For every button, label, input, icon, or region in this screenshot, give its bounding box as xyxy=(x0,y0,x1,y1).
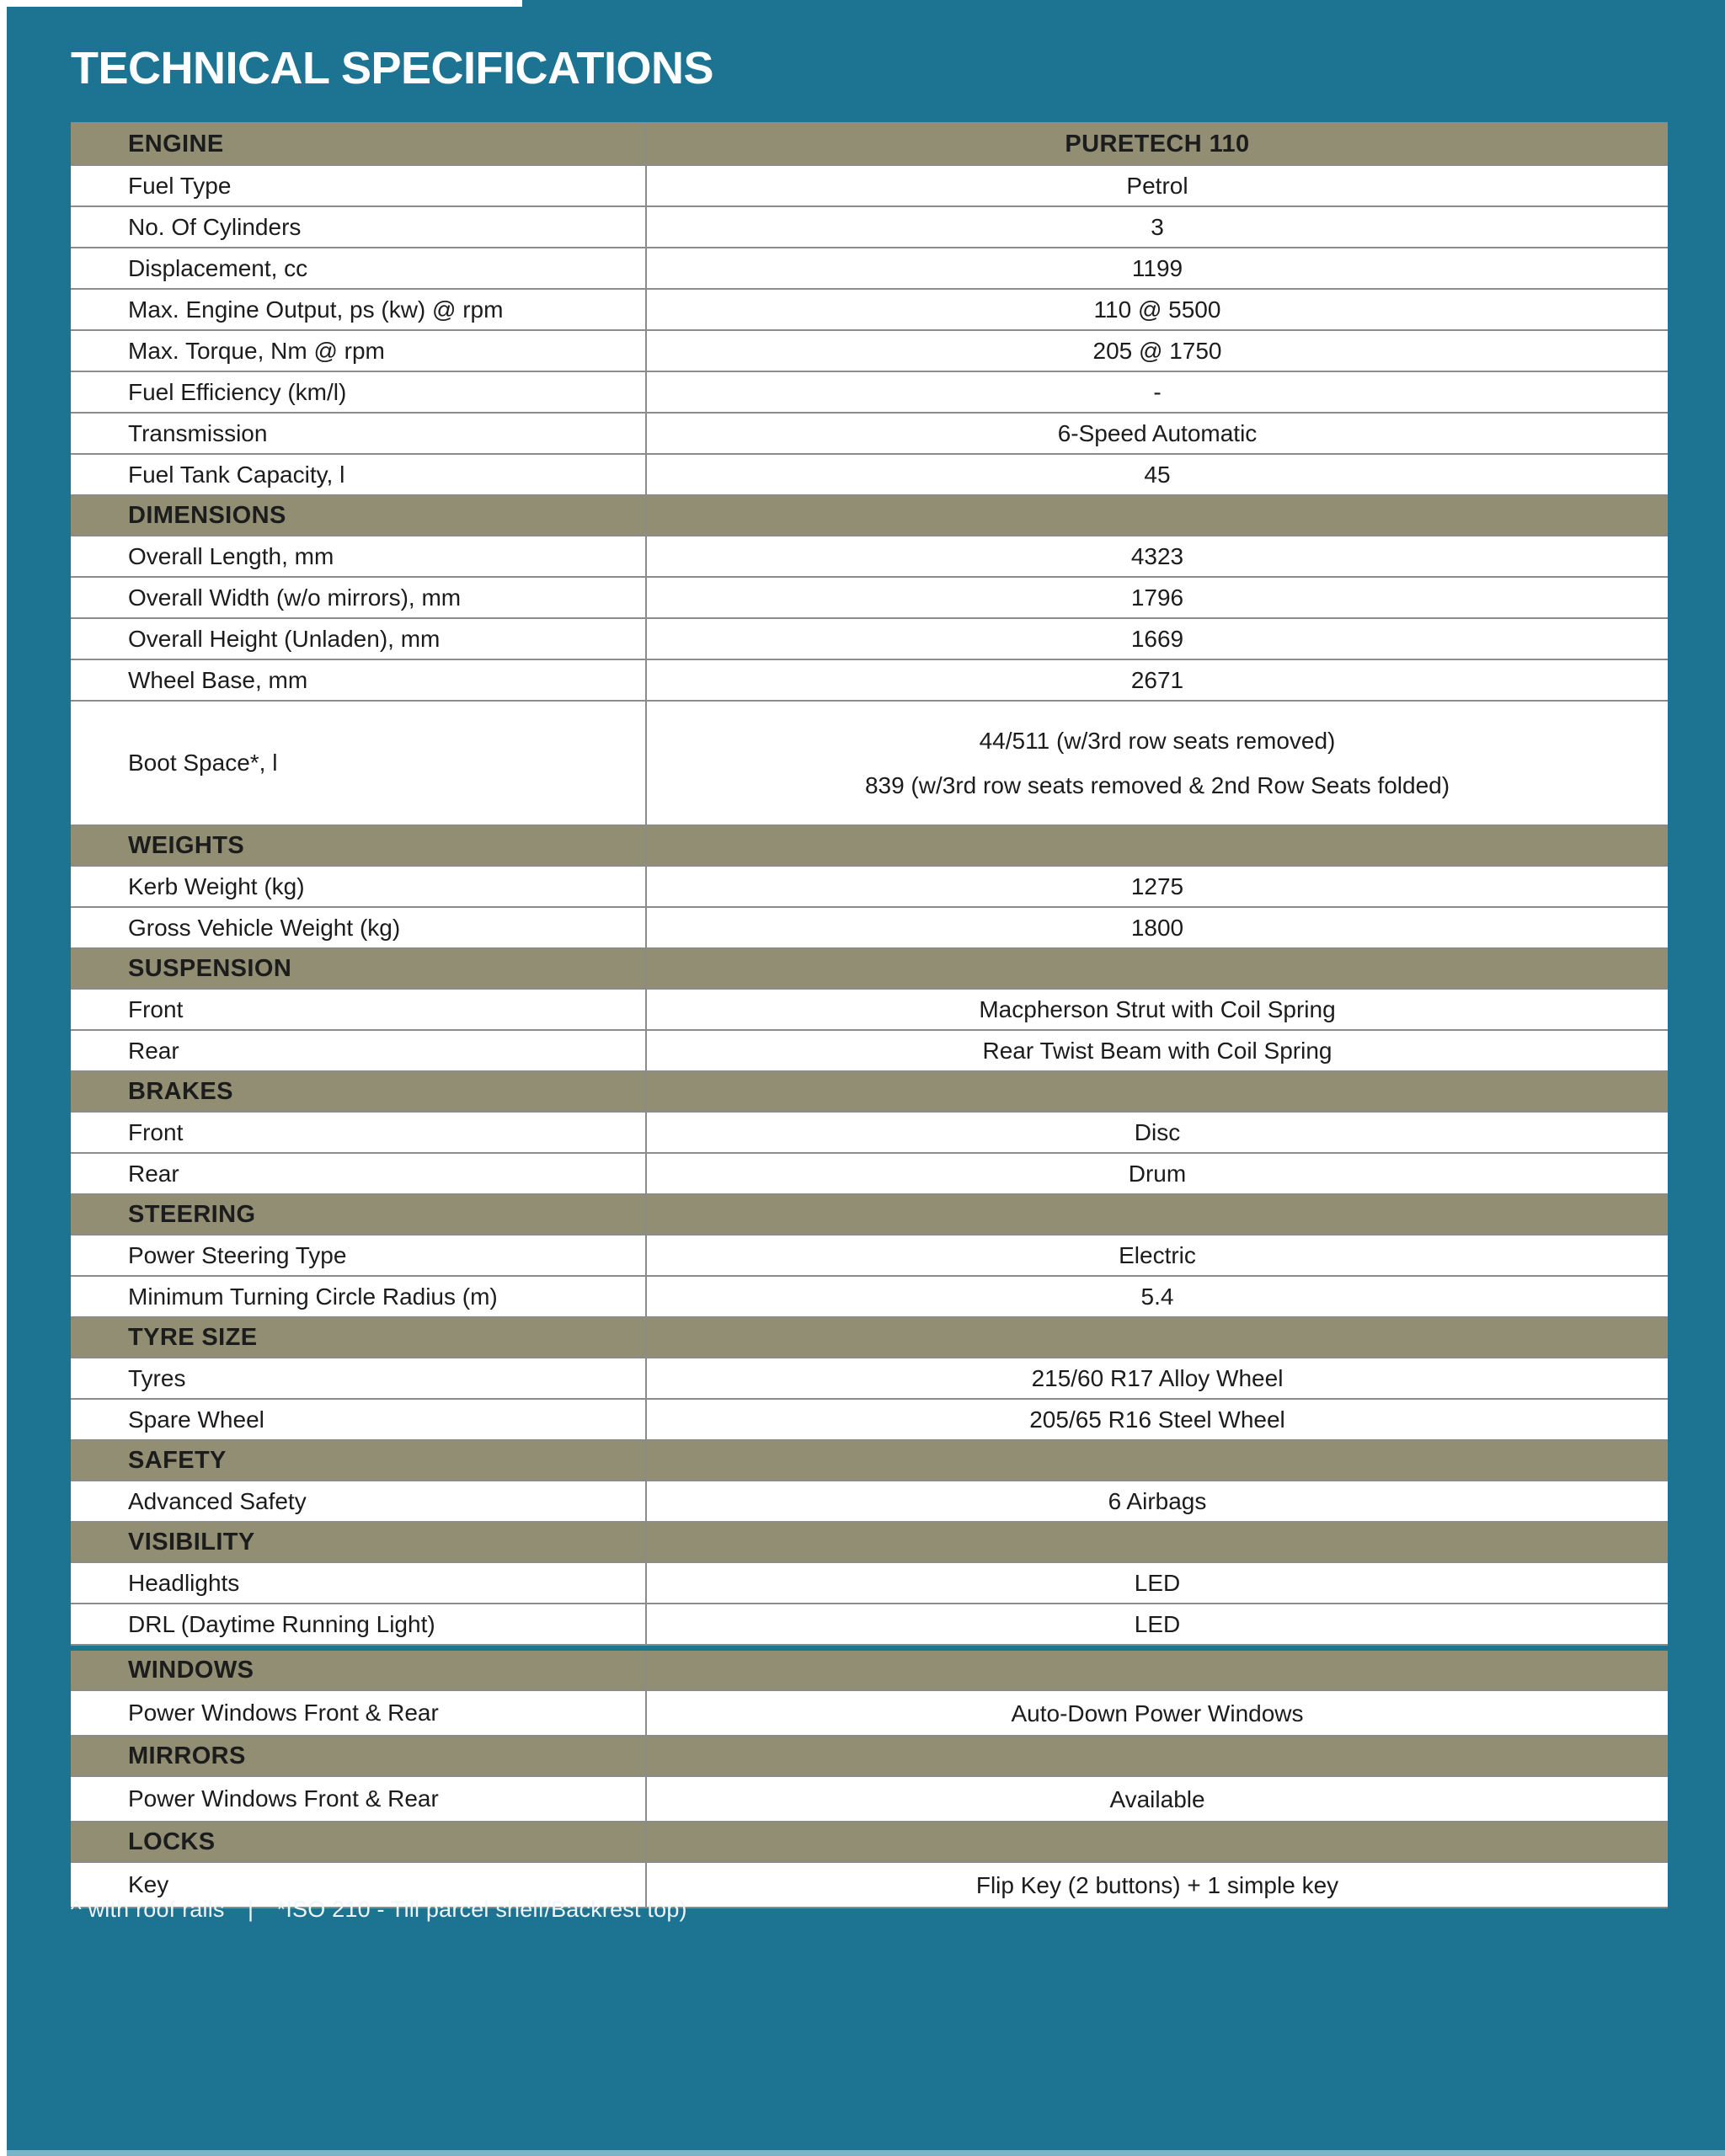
spec-value: 110 @ 5500 xyxy=(1093,296,1221,323)
spec-row xyxy=(71,1400,1668,1441)
spec-label: Max. Torque, Nm @ rpm xyxy=(71,331,647,371)
spec-label: Spare Wheel xyxy=(71,1400,647,1439)
section-header-row xyxy=(71,1651,1668,1691)
spec-row xyxy=(71,702,1668,826)
spec-value: 215/60 R17 Alloy Wheel xyxy=(1031,1365,1284,1392)
spec-row xyxy=(71,166,1668,207)
section-header-row xyxy=(71,1737,1668,1777)
spec-value: Auto-Down Power Windows xyxy=(1011,1700,1304,1726)
spec-value: 4323 xyxy=(1130,543,1184,570)
page-title: TECHNICAL SPECIFICATIONS xyxy=(71,43,714,93)
section-title: VISIBILITY xyxy=(71,1523,647,1561)
page-edge-top xyxy=(0,0,522,7)
spec-table xyxy=(71,122,1668,1908)
spec-label: Fuel Efficiency (km/l) xyxy=(71,372,647,412)
spec-row xyxy=(71,578,1668,619)
page-edge-bottom xyxy=(7,2150,1725,2156)
spec-row xyxy=(71,1691,1668,1737)
section-header-value xyxy=(647,496,1668,535)
spec-label: Front xyxy=(71,990,647,1029)
section-header-value xyxy=(647,826,1668,865)
section-title: BRAKES xyxy=(71,1072,647,1111)
spec-row xyxy=(71,1481,1668,1523)
spec-label: No. Of Cylinders xyxy=(71,207,647,247)
spec-label: Overall Width (w/o mirrors), mm xyxy=(71,578,647,617)
section-header-row xyxy=(71,1822,1668,1863)
spec-row xyxy=(71,248,1668,290)
section-title: WINDOWS xyxy=(71,1651,647,1689)
section-header-row xyxy=(71,826,1668,867)
footnote: ^ with roof rails | *ISO 210 - Till parcel shelf/Backrest top) xyxy=(71,1897,687,1922)
spec-value: 205 @ 1750 xyxy=(1092,338,1222,365)
spec-row xyxy=(71,414,1668,455)
spec-value: 1199 xyxy=(1131,255,1183,282)
spec-label: Rear xyxy=(71,1154,647,1193)
spec-value: Available xyxy=(1109,1785,1205,1812)
spec-row xyxy=(71,1277,1668,1318)
section-header-value xyxy=(647,1195,1668,1234)
spec-row xyxy=(71,290,1668,331)
spec-row xyxy=(71,207,1668,248)
spec-value: 2671 xyxy=(1130,667,1184,694)
spec-row xyxy=(71,1113,1668,1154)
spec-value: 1796 xyxy=(1130,584,1184,611)
section-header-value xyxy=(647,1072,1668,1111)
spec-value: 1800 xyxy=(1130,915,1184,942)
spec-value-line: 44/511 (w/3rd row seats removed) xyxy=(979,728,1336,755)
spec-value: 205/65 R16 Steel Wheel xyxy=(1029,1406,1285,1433)
spec-row xyxy=(71,867,1668,908)
spec-label: Gross Vehicle Weight (kg) xyxy=(71,908,647,947)
spec-label: Headlights xyxy=(71,1563,647,1603)
spec-label: Power Windows Front & Rear xyxy=(71,1691,647,1735)
section-title: LOCKS xyxy=(71,1822,647,1861)
spec-row xyxy=(71,990,1668,1031)
spec-label: Kerb Weight (kg) xyxy=(71,867,647,906)
spec-label: Tyres xyxy=(71,1358,647,1398)
spec-row xyxy=(71,1358,1668,1400)
spec-row xyxy=(71,619,1668,660)
spec-label: DRL (Daytime Running Light) xyxy=(71,1604,647,1644)
spec-value: LED xyxy=(1134,1611,1181,1638)
spec-label: Transmission xyxy=(71,414,647,453)
spec-value: 45 xyxy=(1144,462,1171,488)
spec-label: Power Steering Type xyxy=(71,1235,647,1275)
spec-label: Fuel Type xyxy=(71,166,647,205)
section-header-row xyxy=(71,1523,1668,1563)
spec-value: 1275 xyxy=(1130,873,1184,900)
section-header-value xyxy=(647,1651,1668,1689)
spec-label: Minimum Turning Circle Radius (m) xyxy=(71,1277,647,1316)
spec-label: Advanced Safety xyxy=(71,1481,647,1521)
page-edge-left xyxy=(0,0,7,2156)
spec-label: Key xyxy=(71,1863,647,1907)
spec-row xyxy=(71,1235,1668,1277)
spec-value: Macpherson Strut with Coil Spring xyxy=(979,996,1336,1023)
section-header-value xyxy=(647,1318,1668,1357)
spec-value: Petrol xyxy=(1126,173,1188,200)
section-header-row xyxy=(71,1441,1668,1481)
section-header-row xyxy=(71,124,1668,166)
section-header-row xyxy=(71,1072,1668,1113)
section-header-row xyxy=(71,1318,1668,1358)
spec-row xyxy=(71,908,1668,949)
section-header-value xyxy=(647,1822,1668,1861)
spec-row xyxy=(71,1563,1668,1604)
spec-row xyxy=(71,331,1668,372)
spec-label: Fuel Tank Capacity, l xyxy=(71,455,647,494)
spec-value: 6 Airbags xyxy=(1108,1488,1207,1515)
spec-value: Electric xyxy=(1119,1242,1196,1269)
spec-value: Disc xyxy=(1134,1119,1181,1146)
spec-row xyxy=(71,536,1668,578)
spec-value xyxy=(647,702,1668,825)
section-header-value xyxy=(647,949,1668,988)
spec-row xyxy=(71,1777,1668,1822)
section-header-value xyxy=(647,1523,1668,1561)
spec-label: Boot Space*, l xyxy=(71,702,647,825)
spec-label: Overall Height (Unladen), mm xyxy=(71,619,647,659)
spec-row xyxy=(71,372,1668,414)
spec-value: 3 xyxy=(1151,214,1164,241)
spec-value: - xyxy=(1153,379,1162,406)
spec-label: Rear xyxy=(71,1031,647,1070)
section-header-value xyxy=(647,1441,1668,1480)
spec-value: Drum xyxy=(1128,1161,1187,1187)
section-header-value: PURETECH 110 xyxy=(1065,131,1250,157)
section-title: SAFETY xyxy=(71,1441,647,1480)
section-title: TYRE SIZE xyxy=(71,1318,647,1357)
spec-value-line: 839 (w/3rd row seats removed & 2nd Row Seats folded) xyxy=(864,772,1450,799)
spec-row xyxy=(71,1154,1668,1195)
spec-row xyxy=(71,1031,1668,1072)
spec-value: 1669 xyxy=(1130,626,1184,653)
spec-label: Power Windows Front & Rear xyxy=(71,1777,647,1821)
section-title: WEIGHTS xyxy=(71,826,647,865)
spec-row xyxy=(71,455,1668,496)
spec-row xyxy=(71,660,1668,702)
section-header-row xyxy=(71,496,1668,536)
spec-label: Front xyxy=(71,1113,647,1152)
spec-value: LED xyxy=(1134,1570,1181,1597)
section-title: ENGINE xyxy=(71,124,647,164)
section-header-row xyxy=(71,1195,1668,1235)
spec-label: Overall Length, mm xyxy=(71,536,647,576)
spec-value: 6-Speed Automatic xyxy=(1057,420,1258,447)
spec-value: 5.4 xyxy=(1140,1283,1174,1310)
spec-label: Max. Engine Output, ps (kw) @ rpm xyxy=(71,290,647,329)
spec-row xyxy=(71,1604,1668,1646)
spec-label: Displacement, cc xyxy=(71,248,647,288)
section-title: STEERING xyxy=(71,1195,647,1234)
section-title: SUSPENSION xyxy=(71,949,647,988)
spec-label: Wheel Base, mm xyxy=(71,660,647,700)
section-header-row xyxy=(71,949,1668,990)
section-title: MIRRORS xyxy=(71,1737,647,1775)
spec-value: Flip Key (2 buttons) + 1 simple key xyxy=(975,1871,1339,1898)
section-title: DIMENSIONS xyxy=(71,496,647,535)
spec-value: Rear Twist Beam with Coil Spring xyxy=(982,1038,1332,1065)
section-header-value xyxy=(647,1737,1668,1775)
